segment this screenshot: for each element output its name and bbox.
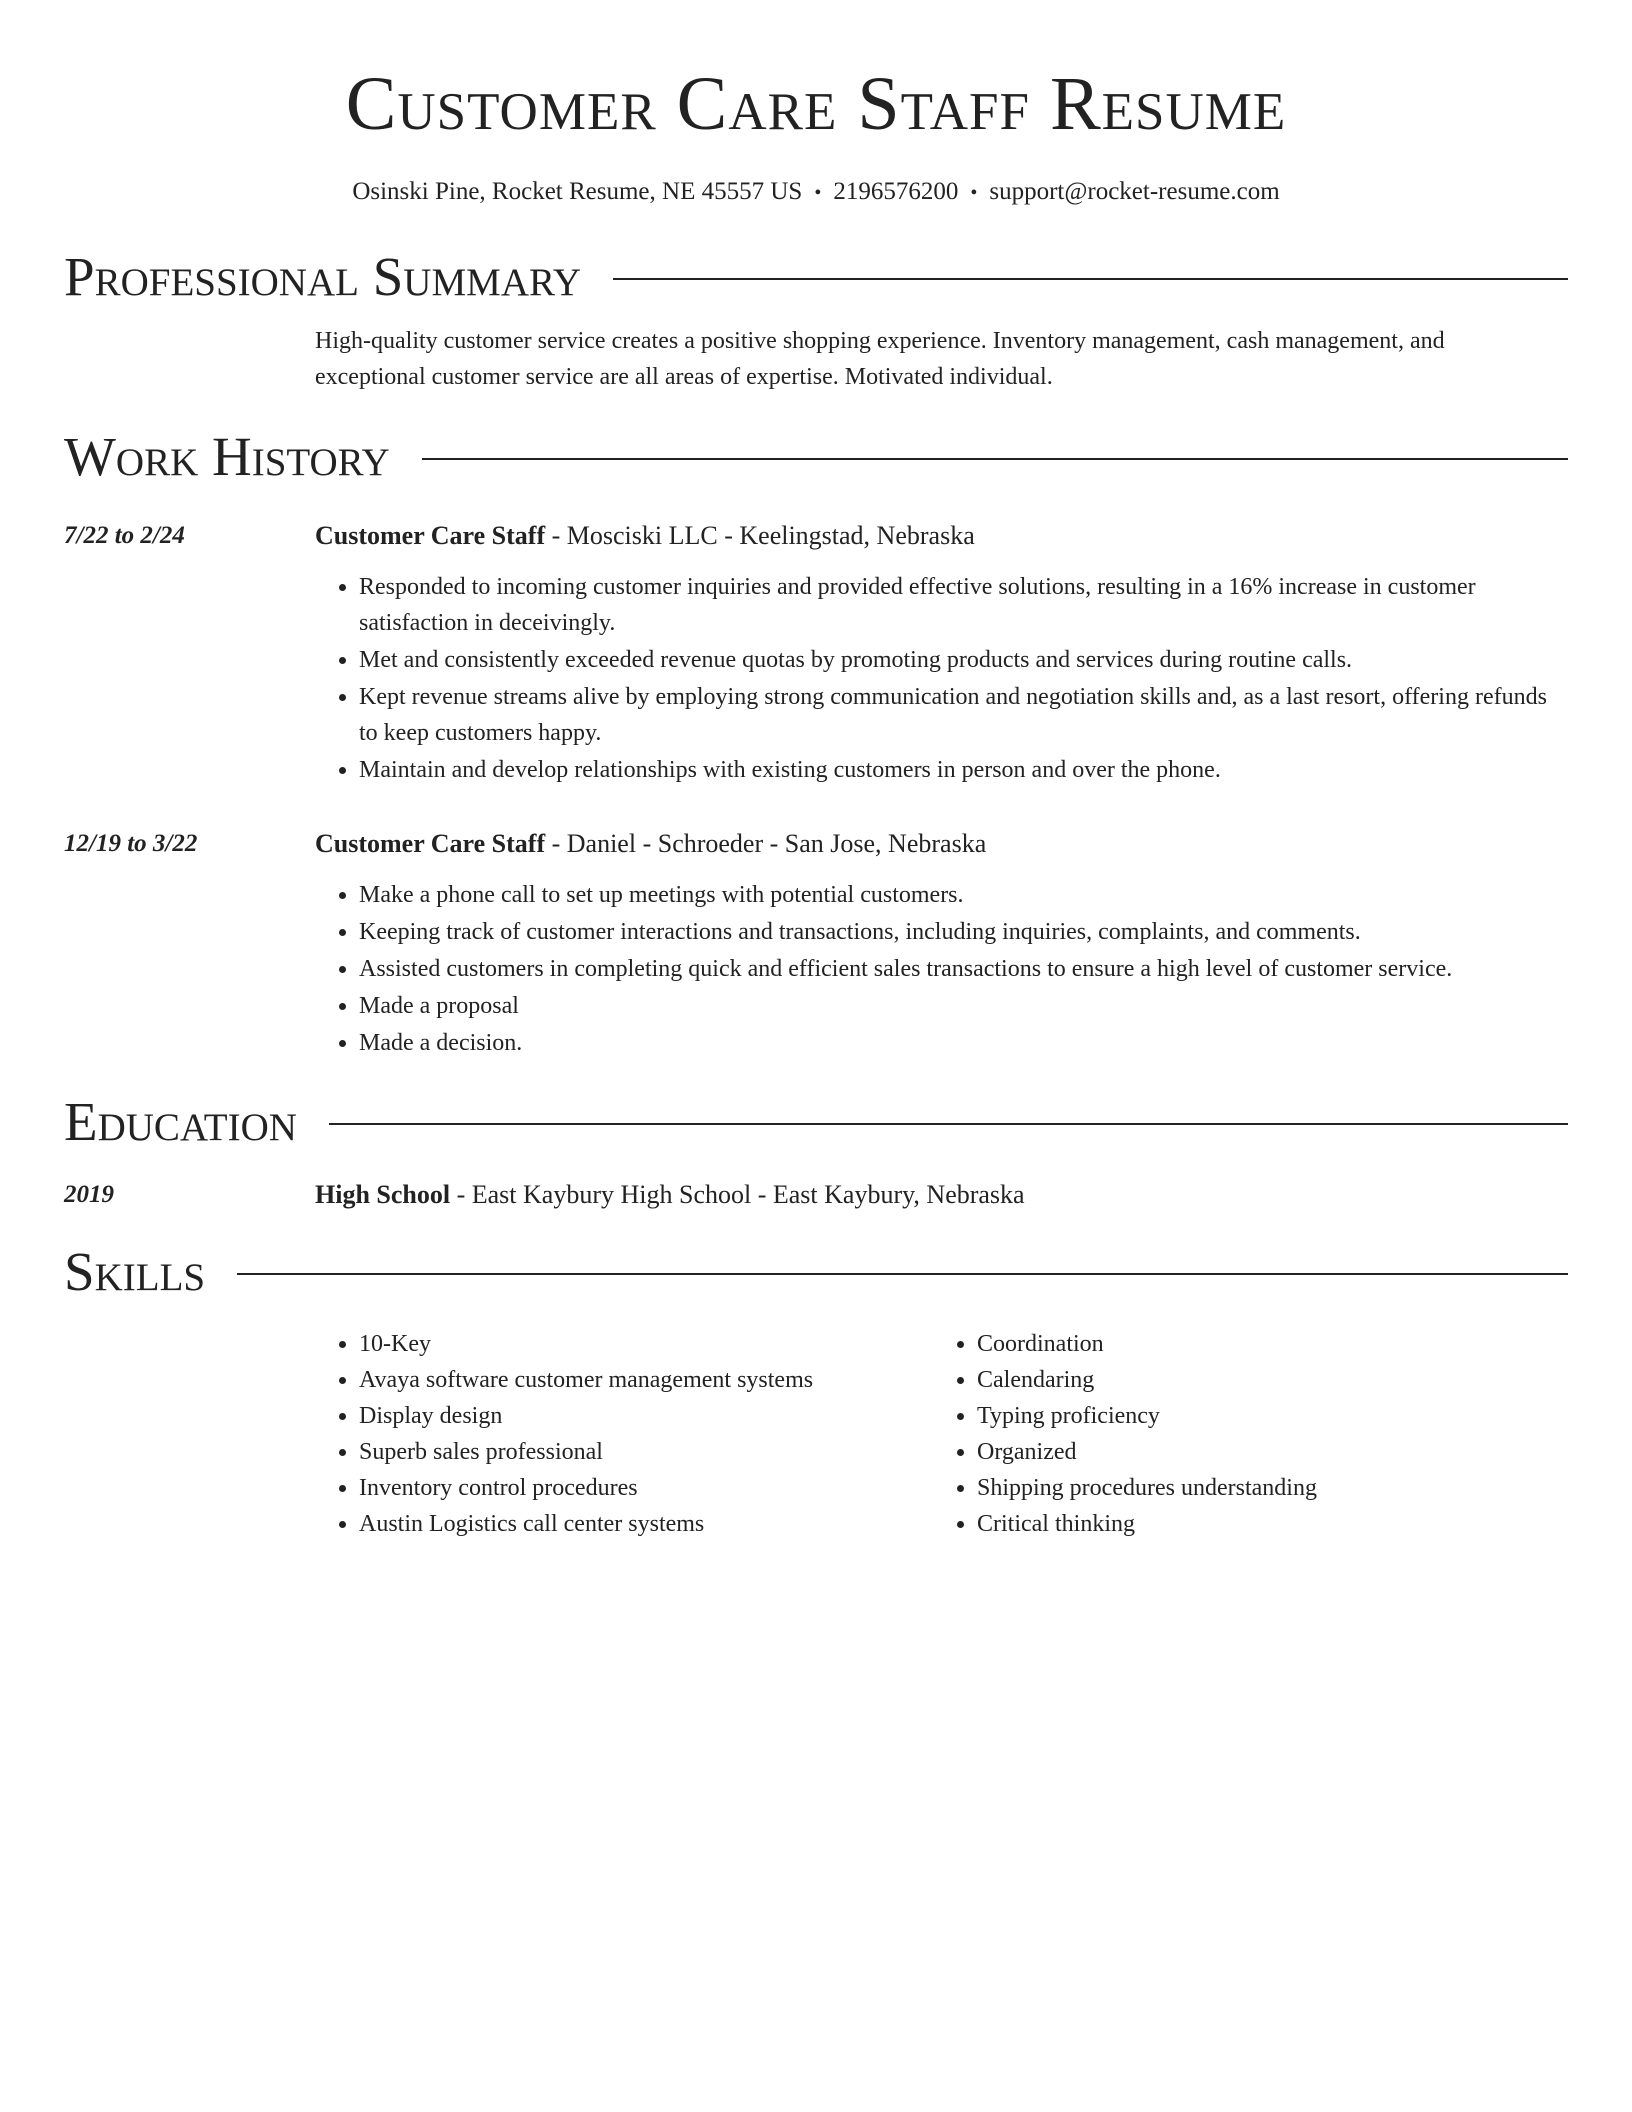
resume-title: Customer Care Staff Resume xyxy=(345,62,1287,146)
list-item: • Inventory control procedures xyxy=(359,1470,933,1506)
list-item: • Avaya software customer management systems xyxy=(359,1362,933,1398)
section-divider xyxy=(422,458,1568,460)
list-item: • Responded to incoming customer inquiries and provided effective solutions, resulting in a 16% increase in customer satisfaction in deceivingly. xyxy=(359,569,1568,641)
section-heading: Professional Summary xyxy=(64,246,582,307)
job-entry xyxy=(64,827,1568,1062)
skills-grid xyxy=(315,1326,1568,1542)
education-headline xyxy=(315,1178,1025,1212)
list-item: • Organized xyxy=(977,1434,1477,1470)
contact-email: support@rocket-resume.com xyxy=(989,178,1280,205)
list-item: • Make a phone call to set up meetings with potential customers. xyxy=(359,877,1568,913)
contact-line xyxy=(64,176,1568,209)
list-item: • Critical thinking xyxy=(977,1506,1477,1542)
job-title: Customer Care Staff xyxy=(315,521,546,550)
contact-separator: • xyxy=(814,182,822,204)
list-item: • Made a decision. xyxy=(359,1025,1568,1061)
list-item: • Superb sales professional xyxy=(359,1434,933,1470)
summary-text: High-quality customer service creates a positive shopping experience. Inventory management, cash management, and exceptional customer service are all areas of expertise. Motivated individual. xyxy=(315,328,1445,390)
section-professional-summary xyxy=(64,245,1568,309)
section-skills xyxy=(64,1240,1568,1304)
job-entry xyxy=(64,519,1568,789)
job-details: - Daniel - Schroeder - San Jose, Nebraska xyxy=(545,829,987,858)
job-bullets xyxy=(315,569,1568,788)
education-details: - East Kaybury High School - East Kaybury, Nebraska xyxy=(450,1180,1025,1209)
section-heading: Work History xyxy=(64,426,390,487)
job-body xyxy=(315,827,1568,1062)
job-dates: 12/19 to 3/22 xyxy=(64,830,198,857)
job-body xyxy=(315,519,1568,789)
list-item: • Kept revenue streams alive by employing strong communication and negotiation skills and, as a last resort, offering refunds to keep customers happy. xyxy=(359,679,1568,751)
section-heading: Education xyxy=(64,1091,297,1152)
list-item: • Coordination xyxy=(977,1326,1477,1362)
section-divider xyxy=(613,278,1568,280)
list-item: • Shipping procedures understanding xyxy=(977,1470,1477,1506)
skills-column-left xyxy=(315,1326,933,1542)
job-title: Customer Care Staff xyxy=(315,829,546,858)
education-entry xyxy=(64,1178,1568,1212)
job-dates: 7/22 to 2/24 xyxy=(64,522,185,549)
list-item: • Met and consistently exceeded revenue quotas by promoting products and services during routine calls. xyxy=(359,642,1568,678)
job-headline xyxy=(315,519,1568,553)
list-item: • Made a proposal xyxy=(359,988,1568,1024)
section-divider xyxy=(237,1273,1568,1275)
job-details: - Mosciski LLC - Keelingstad, Nebraska xyxy=(545,521,975,550)
list-item: • Display design xyxy=(359,1398,933,1434)
skills-column-right xyxy=(933,1326,1477,1542)
list-item: • Austin Logistics call center systems xyxy=(359,1506,933,1542)
list-item: • Typing proficiency xyxy=(977,1398,1477,1434)
list-item: • Assisted customers in completing quick and efficient sales transactions to ensure a high level of customer service. xyxy=(359,951,1568,987)
resume-page xyxy=(64,0,1568,1542)
contact-separator: • xyxy=(970,182,978,204)
section-education xyxy=(64,1090,1568,1154)
section-heading: Skills xyxy=(64,1241,206,1302)
education-degree: High School xyxy=(315,1180,451,1209)
list-item: • Maintain and develop relationships with existing customers in person and over the phone. xyxy=(359,752,1568,788)
education-year: 2019 xyxy=(64,1181,114,1208)
job-bullets xyxy=(315,877,1568,1061)
list-item: • 10-Key xyxy=(359,1326,933,1362)
section-work-history xyxy=(64,425,1568,489)
contact-address: Osinski Pine, Rocket Resume, NE 45557 US xyxy=(352,178,803,205)
list-item: • Keeping track of customer interactions and transactions, including inquiries, complaints, and comments. xyxy=(359,914,1568,950)
list-item: • Calendaring xyxy=(977,1362,1477,1398)
contact-phone: 2196576200 xyxy=(833,178,959,205)
section-divider xyxy=(329,1123,1568,1125)
job-headline xyxy=(315,827,1568,861)
